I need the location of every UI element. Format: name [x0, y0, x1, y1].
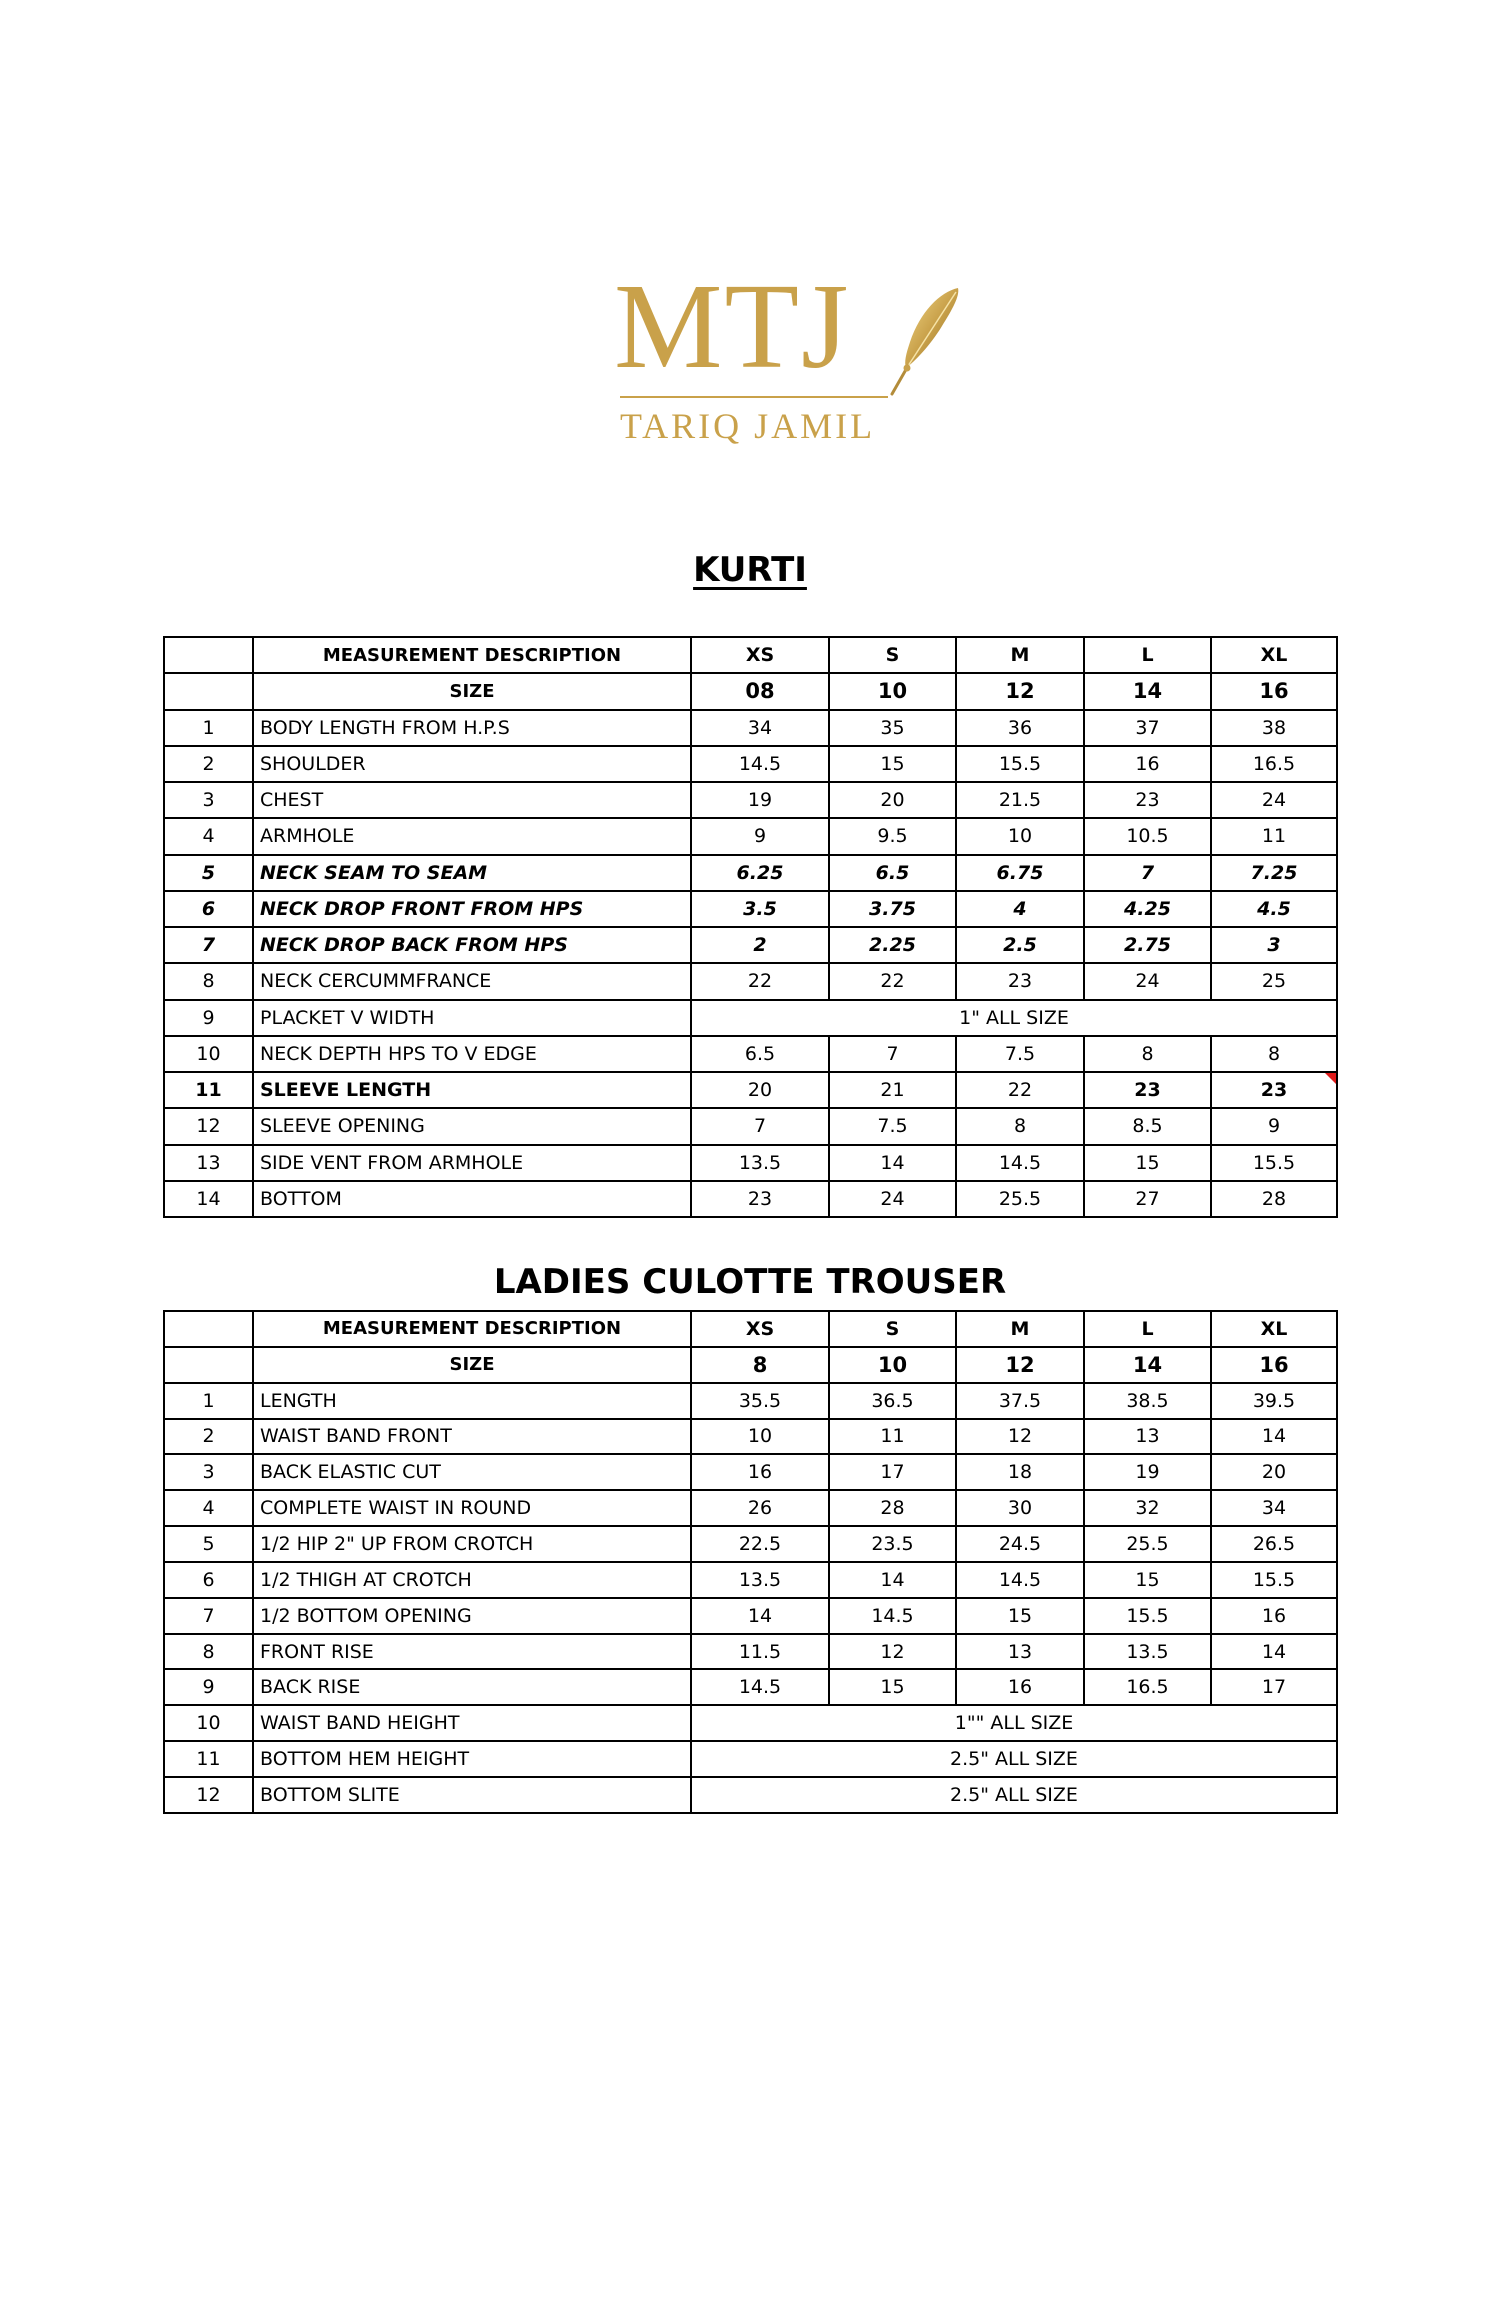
header-size-s: S: [829, 1311, 956, 1347]
measurement-value: 36: [956, 710, 1084, 746]
row-description: LENGTH: [253, 1383, 691, 1419]
row-description: BACK ELASTIC CUT: [253, 1454, 691, 1490]
measurement-value: 6.5: [829, 855, 956, 891]
size-number-cell: 10: [829, 673, 956, 709]
measurement-value: 20: [691, 1072, 829, 1108]
table-row: [164, 1000, 1337, 1036]
table-row: [164, 1562, 1337, 1598]
header-size-l: L: [1084, 637, 1211, 673]
row-number: 9: [164, 1669, 253, 1705]
table-row: [164, 1741, 1337, 1777]
all-size-value: 2.5" ALL SIZE: [691, 1777, 1337, 1813]
measurement-value: 11: [1211, 818, 1337, 854]
measurement-value: 14: [829, 1562, 956, 1598]
table-row: [164, 1526, 1337, 1562]
measurement-value: 14: [1211, 1419, 1337, 1455]
measurement-value: 11: [829, 1419, 956, 1455]
measurement-value: 3.75: [829, 891, 956, 927]
measurement-value: 13.5: [1084, 1634, 1211, 1670]
measurement-value: 2.5: [956, 927, 1084, 963]
measurement-value: 37: [1084, 710, 1211, 746]
measurement-value: 19: [1084, 1454, 1211, 1490]
row-description: WAIST BAND FRONT: [253, 1419, 691, 1455]
row-description: NECK CERCUMMFRANCE: [253, 963, 691, 999]
size-number-row: [164, 673, 1337, 709]
row-number: 4: [164, 818, 253, 854]
header-size-xs: XS: [691, 637, 829, 673]
row-description: FRONT RISE: [253, 1634, 691, 1670]
measurement-value: 16.5: [1084, 1669, 1211, 1705]
size-number-cell: 08: [691, 673, 829, 709]
measurement-value: 14: [829, 1145, 956, 1181]
row-description: NECK SEAM TO SEAM: [253, 855, 691, 891]
header-description: MEASUREMENT DESCRIPTION: [253, 1311, 691, 1347]
measurement-value: 28: [1211, 1181, 1337, 1217]
measurement-value: 23: [1084, 782, 1211, 818]
measurement-value: 34: [1211, 1490, 1337, 1526]
measurement-value: 3: [1211, 927, 1337, 963]
row-number: 1: [164, 710, 253, 746]
table-row: [164, 1036, 1337, 1072]
measurement-value: 15: [829, 746, 956, 782]
measurement-value: 10: [691, 1419, 829, 1455]
measurement-value: 28: [829, 1490, 956, 1526]
row-number: 3: [164, 782, 253, 818]
table-row: [164, 1598, 1337, 1634]
measurement-value: 2: [691, 927, 829, 963]
header-row: [164, 637, 1337, 673]
measurement-value: 26.5: [1211, 1526, 1337, 1562]
measurement-value: 20: [1211, 1454, 1337, 1490]
table-row: [164, 963, 1337, 999]
size-row-label: SIZE: [253, 673, 691, 709]
row-description: 1/2 BOTTOM OPENING: [253, 1598, 691, 1634]
table-row: [164, 855, 1337, 891]
trouser-size-table: [163, 1310, 1338, 1814]
measurement-value: 14.5: [691, 1669, 829, 1705]
measurement-value: 22: [956, 1072, 1084, 1108]
measurement-value: 7.5: [829, 1108, 956, 1144]
measurement-value: 2.75: [1084, 927, 1211, 963]
row-number: 14: [164, 1181, 253, 1217]
measurement-value: 15.5: [1211, 1145, 1337, 1181]
size-blank-cell: [164, 673, 253, 709]
measurement-value: 14.5: [829, 1598, 956, 1634]
measurement-value: 26: [691, 1490, 829, 1526]
measurement-value: 14: [1211, 1634, 1337, 1670]
measurement-value: 6.75: [956, 855, 1084, 891]
size-blank-cell: [164, 1347, 253, 1383]
size-number-cell: 10: [829, 1347, 956, 1383]
table-row: [164, 782, 1337, 818]
measurement-value: 13: [1084, 1419, 1211, 1455]
measurement-value: 15: [956, 1598, 1084, 1634]
measurement-value: 16: [956, 1669, 1084, 1705]
row-description: BODY LENGTH FROM H.P.S: [253, 710, 691, 746]
measurement-value: 25.5: [956, 1181, 1084, 1217]
measurement-value: 35: [829, 710, 956, 746]
measurement-value: 23: [1084, 1072, 1211, 1108]
measurement-value: 34: [691, 710, 829, 746]
measurement-value: 7: [1084, 855, 1211, 891]
row-number: 11: [164, 1072, 253, 1108]
measurement-value: 4.25: [1084, 891, 1211, 927]
measurement-value: 16: [691, 1454, 829, 1490]
measurement-value: 4: [956, 891, 1084, 927]
measurement-value: 9.5: [829, 818, 956, 854]
measurement-value: 7: [829, 1036, 956, 1072]
size-number-cell: 14: [1084, 673, 1211, 709]
feather-quill-icon: [870, 282, 970, 402]
measurement-value: 25.5: [1084, 1526, 1211, 1562]
header-size-xs: XS: [691, 1311, 829, 1347]
table-row: [164, 891, 1337, 927]
row-description: CHEST: [253, 782, 691, 818]
table-row: [164, 927, 1337, 963]
measurement-value: 8: [956, 1108, 1084, 1144]
row-description: NECK DROP FRONT FROM HPS: [253, 891, 691, 927]
measurement-value: 21: [829, 1072, 956, 1108]
row-description: 1/2 THIGH AT CROTCH: [253, 1562, 691, 1598]
header-size-xl: XL: [1211, 637, 1337, 673]
measurement-value: 6.5: [691, 1036, 829, 1072]
trouser-title: LADIES CULOTTE TROUSER: [493, 1262, 1007, 1302]
measurement-value: 6.25: [691, 855, 829, 891]
table-row: [164, 818, 1337, 854]
row-description: SLEEVE LENGTH: [253, 1072, 691, 1108]
table-row: [164, 710, 1337, 746]
measurement-value: 16.5: [1211, 746, 1337, 782]
measurement-value: 24: [1211, 782, 1337, 818]
measurement-value: 32: [1084, 1490, 1211, 1526]
measurement-value: 11.5: [691, 1634, 829, 1670]
row-number: 12: [164, 1777, 253, 1813]
measurement-value: 4.5: [1211, 891, 1337, 927]
measurement-value: 22: [691, 963, 829, 999]
size-number-cell: 14: [1084, 1347, 1211, 1383]
row-number: 8: [164, 963, 253, 999]
measurement-value: 17: [1211, 1669, 1337, 1705]
measurement-value: 23: [956, 963, 1084, 999]
header-size-xl: XL: [1211, 1311, 1337, 1347]
measurement-value: 7: [691, 1108, 829, 1144]
header-size-m: M: [956, 637, 1084, 673]
header-size-l: L: [1084, 1311, 1211, 1347]
measurement-value: 20: [829, 782, 956, 818]
size-number-cell: 8: [691, 1347, 829, 1383]
measurement-value: 39.5: [1211, 1383, 1337, 1419]
measurement-value: 15: [829, 1669, 956, 1705]
row-number: 12: [164, 1108, 253, 1144]
row-number: 10: [164, 1705, 253, 1741]
measurement-value: 2.25: [829, 927, 956, 963]
table-row: [164, 1634, 1337, 1670]
measurement-value: 12: [829, 1634, 956, 1670]
header-size-s: S: [829, 637, 956, 673]
table-row: [164, 1181, 1337, 1217]
measurement-value: 14.5: [691, 746, 829, 782]
measurement-value: 8.5: [1084, 1108, 1211, 1144]
row-description: NECK DROP BACK FROM HPS: [253, 927, 691, 963]
measurement-value: 17: [829, 1454, 956, 1490]
row-number: 11: [164, 1741, 253, 1777]
brand-mark: MTJ: [614, 259, 851, 394]
row-number: 6: [164, 1562, 253, 1598]
measurement-value: 10.5: [1084, 818, 1211, 854]
row-number: 7: [164, 927, 253, 963]
measurement-value: 7.25: [1211, 855, 1337, 891]
measurement-value: 23: [691, 1181, 829, 1217]
row-number: 3: [164, 1454, 253, 1490]
measurement-value: 15.5: [1084, 1598, 1211, 1634]
table-row: [164, 1490, 1337, 1526]
measurement-value: 9: [1211, 1108, 1337, 1144]
table-row: [164, 1383, 1337, 1419]
measurement-value: 8: [1211, 1036, 1337, 1072]
kurti-title: [0, 548, 1500, 592]
row-description: ARMHOLE: [253, 818, 691, 854]
measurement-value: 14.5: [956, 1562, 1084, 1598]
table-row: [164, 1419, 1337, 1455]
size-number-cell: 12: [956, 1347, 1084, 1383]
kurti-size-table: [163, 636, 1338, 1218]
row-description: BOTTOM: [253, 1181, 691, 1217]
measurement-value: 16: [1211, 1598, 1337, 1634]
measurement-value: 27: [1084, 1181, 1211, 1217]
row-description: BOTTOM SLITE: [253, 1777, 691, 1813]
measurement-value: 24: [1084, 963, 1211, 999]
measurement-value: 22: [829, 963, 956, 999]
measurement-value: 15: [1084, 1145, 1211, 1181]
table-row: [164, 746, 1337, 782]
row-description: BACK RISE: [253, 1669, 691, 1705]
all-size-value: 1" ALL SIZE: [691, 1000, 1337, 1036]
measurement-value: 36.5: [829, 1383, 956, 1419]
row-number: 2: [164, 746, 253, 782]
header-blank-cell: [164, 637, 253, 673]
row-description: SLEEVE OPENING: [253, 1108, 691, 1144]
row-description: SIDE VENT FROM ARMHOLE: [253, 1145, 691, 1181]
measurement-value: 22.5: [691, 1526, 829, 1562]
measurement-value: 13.5: [691, 1145, 829, 1181]
measurement-value: 21.5: [956, 782, 1084, 818]
measurement-value: 15.5: [956, 746, 1084, 782]
table-row: [164, 1777, 1337, 1813]
row-number: 9: [164, 1000, 253, 1036]
brand-name: TARIQ JAMIL: [620, 406, 876, 446]
row-number: 8: [164, 1634, 253, 1670]
size-number-cell: 12: [956, 673, 1084, 709]
measurement-value: 15: [1084, 1562, 1211, 1598]
size-number-cell: 16: [1211, 673, 1337, 709]
size-row-label: SIZE: [253, 1347, 691, 1383]
measurement-value: 24.5: [956, 1526, 1084, 1562]
header-description: MEASUREMENT DESCRIPTION: [253, 637, 691, 673]
measurement-value: 38.5: [1084, 1383, 1211, 1419]
measurement-value: 38: [1211, 710, 1337, 746]
measurement-value: 15.5: [1211, 1562, 1337, 1598]
row-description: SHOULDER: [253, 746, 691, 782]
measurement-value: 16: [1084, 746, 1211, 782]
measurement-value: 35.5: [691, 1383, 829, 1419]
row-number: 7: [164, 1598, 253, 1634]
table-row: [164, 1108, 1337, 1144]
measurement-value: 3.5: [691, 891, 829, 927]
measurement-value: 23: [1211, 1072, 1337, 1108]
measurement-value: 37.5: [956, 1383, 1084, 1419]
table-row: [164, 1072, 1337, 1108]
measurement-value: 13: [956, 1634, 1084, 1670]
row-number: 13: [164, 1145, 253, 1181]
header-row: [164, 1311, 1337, 1347]
measurement-value: 18: [956, 1454, 1084, 1490]
table-row: [164, 1705, 1337, 1741]
all-size-value: 2.5" ALL SIZE: [691, 1741, 1337, 1777]
table-row: [164, 1145, 1337, 1181]
measurement-value: 10: [956, 818, 1084, 854]
measurement-value: 23.5: [829, 1526, 956, 1562]
measurement-value: 14: [691, 1598, 829, 1634]
brand-logo: [610, 259, 980, 452]
measurement-value: 19: [691, 782, 829, 818]
row-number: 2: [164, 1419, 253, 1455]
measurement-value: 9: [691, 818, 829, 854]
size-number-row: [164, 1347, 1337, 1383]
row-description: BOTTOM HEM HEIGHT: [253, 1741, 691, 1777]
size-number-cell: 16: [1211, 1347, 1337, 1383]
measurement-value: 25: [1211, 963, 1337, 999]
row-number: 5: [164, 1526, 253, 1562]
measurement-value: 7.5: [956, 1036, 1084, 1072]
measurement-value: 14.5: [956, 1145, 1084, 1181]
measurement-value: 24: [829, 1181, 956, 1217]
header-blank-cell: [164, 1311, 253, 1347]
row-description: 1/2 HIP 2" UP FROM CROTCH: [253, 1526, 691, 1562]
comment-indicator-icon[interactable]: [1325, 1073, 1336, 1084]
row-description: PLACKET V WIDTH: [253, 1000, 691, 1036]
kurti-title-text: KURTI: [693, 550, 807, 590]
row-number: 5: [164, 855, 253, 891]
table-row: [164, 1454, 1337, 1490]
brand-rule: [620, 396, 888, 398]
table-row: [164, 1669, 1337, 1705]
measurement-value: 13.5: [691, 1562, 829, 1598]
row-number: 4: [164, 1490, 253, 1526]
row-number: 10: [164, 1036, 253, 1072]
header-size-m: M: [956, 1311, 1084, 1347]
measurement-value: 8: [1084, 1036, 1211, 1072]
measurement-value: 30: [956, 1490, 1084, 1526]
row-description: WAIST BAND HEIGHT: [253, 1705, 691, 1741]
measurement-value: 12: [956, 1419, 1084, 1455]
row-description: COMPLETE WAIST IN ROUND: [253, 1490, 691, 1526]
row-description: NECK DEPTH HPS TO V EDGE: [253, 1036, 691, 1072]
row-number: 6: [164, 891, 253, 927]
row-number: 1: [164, 1383, 253, 1419]
all-size-value: 1"" ALL SIZE: [691, 1705, 1337, 1741]
